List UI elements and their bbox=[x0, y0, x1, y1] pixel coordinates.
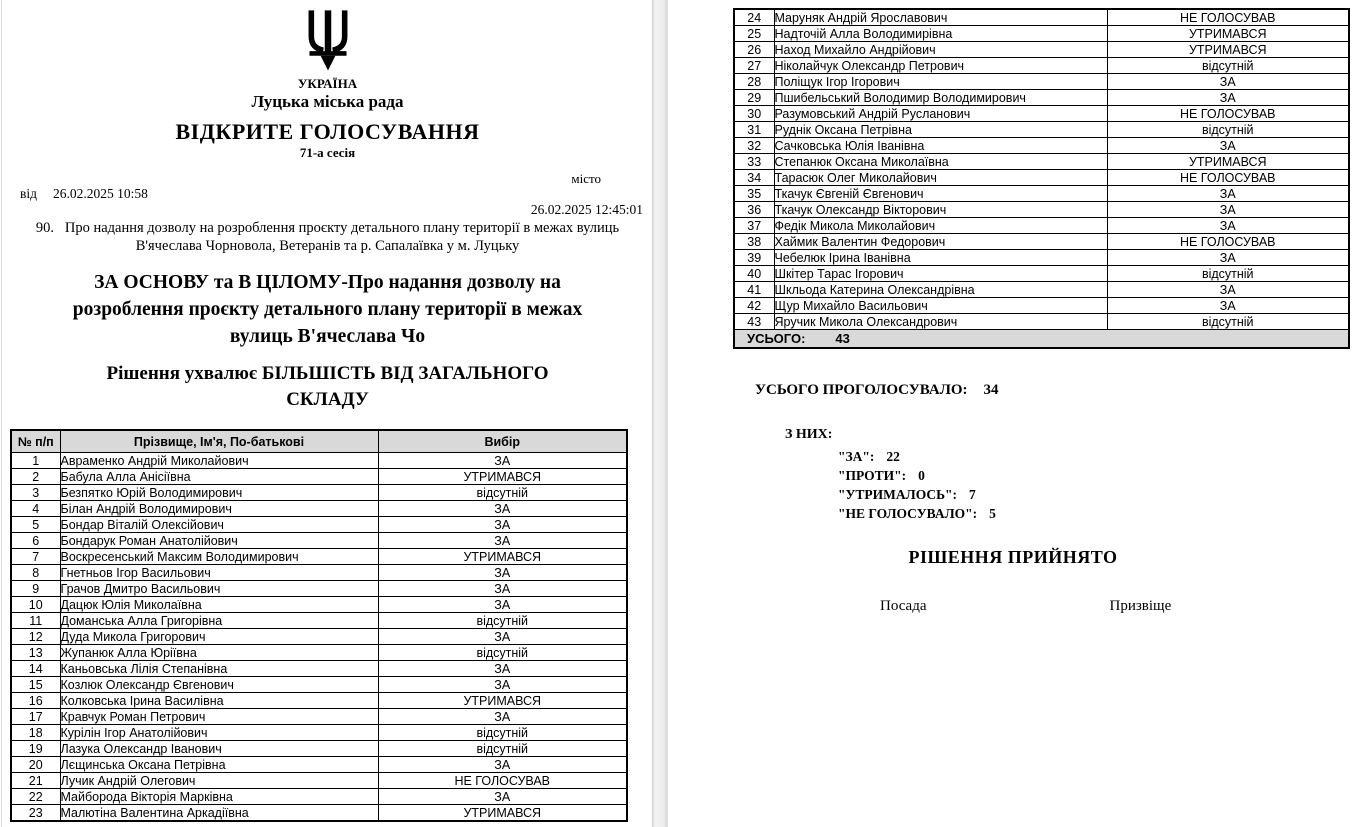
deputy-name-cell: Шкітер Тарас Ігорович bbox=[774, 266, 1107, 282]
table-row bbox=[734, 106, 1349, 122]
table-row bbox=[734, 26, 1349, 42]
vote-cell: УТРИМАВСЯ bbox=[378, 469, 627, 485]
row-number-cell: 24 bbox=[734, 9, 774, 26]
row-number-cell: 9 bbox=[11, 581, 60, 597]
row-number-cell: 39 bbox=[734, 250, 774, 266]
row-number-cell: 15 bbox=[11, 677, 60, 693]
table-row bbox=[734, 218, 1349, 234]
deputy-name-cell: Козлюк Олександр Євгенович bbox=[60, 677, 378, 693]
row-number-cell: 6 bbox=[11, 533, 60, 549]
column-header-vote: Вибір bbox=[378, 430, 627, 453]
row-number-cell: 5 bbox=[11, 517, 60, 533]
vote-cell: ЗА bbox=[1107, 186, 1349, 202]
vote-cell: ЗА bbox=[378, 789, 627, 805]
total-value: 43 bbox=[835, 331, 850, 346]
vote-cell: ЗА bbox=[1107, 218, 1349, 234]
row-number-cell: 2 bbox=[11, 469, 60, 485]
vote-cell: відсутній bbox=[1107, 58, 1349, 74]
row-number-cell: 30 bbox=[734, 106, 774, 122]
vote-cell: відсутній bbox=[378, 613, 627, 629]
row-number-cell: 33 bbox=[734, 154, 774, 170]
motion-title bbox=[2, 269, 653, 350]
deputy-name-cell: Поліщук Ігор Ігорович bbox=[774, 74, 1107, 90]
vote-cell: ЗА bbox=[378, 565, 627, 581]
deputy-name-cell: Лучик Андрій Олегович bbox=[60, 773, 378, 789]
column-header-name: Прізвище, Ім'я, По-батькові bbox=[60, 430, 378, 453]
table-row bbox=[11, 613, 627, 629]
table-row bbox=[11, 501, 627, 517]
vote-cell: ЗА bbox=[1107, 202, 1349, 218]
row-number-cell: 27 bbox=[734, 58, 774, 74]
table-row bbox=[11, 725, 627, 741]
row-number-cell: 37 bbox=[734, 218, 774, 234]
table-row bbox=[11, 661, 627, 677]
deputy-name-cell: Малютіна Валентина Аркадіївна bbox=[60, 805, 378, 822]
vote-cell: ЗА bbox=[1107, 138, 1349, 154]
vote-cell: УТРИМАВСЯ bbox=[378, 693, 627, 709]
row-number-cell: 25 bbox=[734, 26, 774, 42]
vote-cell: ЗА bbox=[1107, 298, 1349, 314]
vote-cell: УТРИМАВСЯ bbox=[1107, 154, 1349, 170]
deputy-name-cell: Разумовський Андрій Русланович bbox=[774, 106, 1107, 122]
vote-cell: ЗА bbox=[1107, 90, 1349, 106]
deputy-name-cell: Тарасюк Олег Миколайович bbox=[774, 170, 1107, 186]
table-row bbox=[11, 485, 627, 501]
document-page-right bbox=[668, 0, 1358, 827]
vote-cell: відсутній bbox=[378, 485, 627, 501]
vote-cell: НЕ ГОЛОСУВАВ bbox=[1107, 170, 1349, 186]
deputy-name-cell: Степанюк Оксана Миколаївна bbox=[774, 154, 1107, 170]
deputy-name-cell: Маруняк Андрій Ярославович bbox=[774, 9, 1107, 26]
table-row bbox=[734, 138, 1349, 154]
row-number-cell: 43 bbox=[734, 314, 774, 330]
deputy-name-cell: Майборода Вікторія Марківна bbox=[60, 789, 378, 805]
row-number-cell: 17 bbox=[11, 709, 60, 725]
deputy-name-cell: Руднік Оксана Петрівна bbox=[774, 122, 1107, 138]
row-number-cell: 12 bbox=[11, 629, 60, 645]
row-number-cell: 23 bbox=[11, 805, 60, 822]
deputy-name-cell: Гнетньов Ігор Васильович bbox=[60, 565, 378, 581]
table-row bbox=[11, 533, 627, 549]
row-number-cell: 4 bbox=[11, 501, 60, 517]
vote-cell: відсутній bbox=[1107, 314, 1349, 330]
breakdown-label: З НИХ: bbox=[785, 427, 833, 442]
deputy-name-cell: Надточій Алла Володимирівна bbox=[774, 26, 1107, 42]
deputy-name-cell: Чебелюк Ірина Іванівна bbox=[774, 250, 1107, 266]
breakdown-proty: "ПРОТИ": 0 bbox=[838, 468, 925, 483]
coat-of-arms-wrap bbox=[2, 8, 653, 74]
vote-cell: ЗА bbox=[378, 517, 627, 533]
table-row bbox=[734, 154, 1349, 170]
decision-rule bbox=[2, 361, 653, 413]
deputy-name-cell: Сачковська Юлія Іванівна bbox=[774, 138, 1107, 154]
total-voted-value: 34 bbox=[983, 382, 999, 398]
vote-start-line bbox=[2, 186, 653, 202]
deputy-name-cell: Білан Андрій Володимирович bbox=[60, 501, 378, 517]
vote-cell: ЗА bbox=[378, 453, 627, 469]
agenda-item bbox=[2, 219, 653, 255]
vote-cell: ЗА bbox=[1107, 250, 1349, 266]
breakdown-za: "ЗА": 22 bbox=[838, 449, 900, 464]
row-number-cell: 10 bbox=[11, 597, 60, 613]
deputy-name-cell: Бондарук Роман Анатолійович bbox=[60, 533, 378, 549]
row-number-cell: 32 bbox=[734, 138, 774, 154]
row-number-cell: 1 bbox=[11, 453, 60, 469]
deputy-name-cell: Дуда Микола Григорович bbox=[60, 629, 378, 645]
row-number-cell: 26 bbox=[734, 42, 774, 58]
table-row bbox=[734, 170, 1349, 186]
table-row bbox=[11, 597, 627, 613]
vote-cell: НЕ ГОЛОСУВАВ bbox=[1107, 106, 1349, 122]
table-row bbox=[734, 314, 1349, 330]
row-number-cell: 29 bbox=[734, 90, 774, 106]
ukraine-trident-icon bbox=[303, 8, 353, 72]
agenda-number: 90. bbox=[35, 220, 54, 236]
deputy-name-cell: Хаймик Валентин Федорович bbox=[774, 234, 1107, 250]
deputy-name-cell: Авраменко Андрій Миколайович bbox=[60, 453, 378, 469]
table-row bbox=[11, 757, 627, 773]
row-number-cell: 36 bbox=[734, 202, 774, 218]
table-row bbox=[734, 122, 1349, 138]
table-row bbox=[734, 282, 1349, 298]
deputy-name-cell: Бабула Алла Анісіївна bbox=[60, 469, 378, 485]
session-label: 71-а сесія bbox=[299, 145, 356, 160]
table-row bbox=[734, 298, 1349, 314]
deputy-name-cell: Дацюк Юлія Миколаївна bbox=[60, 597, 378, 613]
table-row bbox=[11, 677, 627, 693]
motion-line-1: ЗА ОСНОВУ та В ЦІЛОМУ-Про надання дозволу на bbox=[94, 272, 561, 293]
vote-cell: ЗА bbox=[378, 661, 627, 677]
deputy-name-cell: Ткачук Євгеній Євгенович bbox=[774, 186, 1107, 202]
deputy-name-cell: Пшибельський Володимир Володимирович bbox=[774, 90, 1107, 106]
deputy-name-cell: Доманська Алла Григорівна bbox=[60, 613, 378, 629]
column-header-number: № п/п bbox=[11, 430, 60, 453]
row-number-cell: 3 bbox=[11, 485, 60, 501]
vote-cell: відсутній bbox=[378, 645, 627, 661]
row-number-cell: 38 bbox=[734, 234, 774, 250]
table-header-row bbox=[11, 430, 627, 453]
vote-cell: ЗА bbox=[1107, 282, 1349, 298]
row-number-cell: 40 bbox=[734, 266, 774, 282]
council-title: Луцька міська рада bbox=[251, 92, 404, 111]
deputy-name-cell: Ніколайчук Олександр Петрович bbox=[774, 58, 1107, 74]
table-row bbox=[11, 741, 627, 757]
motion-line-2: розроблення проєкту детального плану території в межах bbox=[72, 299, 583, 320]
table-row bbox=[734, 42, 1349, 58]
vote-cell: ЗА bbox=[378, 533, 627, 549]
deputy-name-cell: Лазука Олександр Іванович bbox=[60, 741, 378, 757]
table-row bbox=[11, 517, 627, 533]
vote-cell: відсутній bbox=[1107, 266, 1349, 282]
row-number-cell: 34 bbox=[734, 170, 774, 186]
table-row bbox=[734, 90, 1349, 106]
row-number-cell: 13 bbox=[11, 645, 60, 661]
vote-cell: УТРИМАВСЯ bbox=[378, 549, 627, 565]
table-row bbox=[734, 266, 1349, 282]
breakdown-utrymalos: "УТРИМАЛОСЬ": 7 bbox=[838, 487, 976, 502]
vote-cell: ЗА bbox=[378, 597, 627, 613]
deputy-name-cell: Лєщинська Оксана Петрівна bbox=[60, 757, 378, 773]
vote-cell: УТРИМАВСЯ bbox=[1107, 42, 1349, 58]
deputy-name-cell: Курілін Ігор Анатолійович bbox=[60, 725, 378, 741]
vote-breakdown bbox=[838, 447, 1358, 523]
vote-cell: ЗА bbox=[378, 501, 627, 517]
table-row bbox=[734, 58, 1349, 74]
surname-label: Призвіще bbox=[1109, 598, 1172, 614]
table-row bbox=[11, 773, 627, 789]
table-row bbox=[11, 549, 627, 565]
vote-cell: НЕ ГОЛОСУВАВ bbox=[378, 773, 627, 789]
vote-cell: ЗА bbox=[378, 677, 627, 693]
row-number-cell: 28 bbox=[734, 74, 774, 90]
page-separator bbox=[652, 0, 668, 827]
table-row bbox=[734, 202, 1349, 218]
deputy-name-cell: Безпятко Юрій Володимирович bbox=[60, 485, 378, 501]
row-number-cell: 41 bbox=[734, 282, 774, 298]
vote-cell: ЗА bbox=[1107, 74, 1349, 90]
table-row bbox=[734, 250, 1349, 266]
vote-cell: УТРИМАВСЯ bbox=[1107, 26, 1349, 42]
table-row bbox=[11, 581, 627, 597]
vote-cell: НЕ ГОЛОСУВАВ bbox=[1107, 234, 1349, 250]
vote-cell: відсутній bbox=[378, 725, 627, 741]
vote-end-datetime: 26.02.2025 12:45:01 bbox=[530, 202, 643, 217]
document-page-left bbox=[1, 0, 653, 827]
table-row bbox=[734, 234, 1349, 250]
deputy-name-cell: Шкльода Катерина Олександрівна bbox=[774, 282, 1107, 298]
vote-cell: НЕ ГОЛОСУВАВ bbox=[1107, 9, 1349, 26]
vote-cell: ЗА bbox=[378, 581, 627, 597]
row-number-cell: 7 bbox=[11, 549, 60, 565]
deputy-name-cell: Федік Микола Миколайович bbox=[774, 218, 1107, 234]
row-number-cell: 31 bbox=[734, 122, 774, 138]
roll-call-table-right bbox=[733, 8, 1350, 349]
agenda-line-1: 90. Про надання дозволу на розроблення проєкту детального плану території в межах вулиць bbox=[35, 220, 620, 236]
row-number-cell: 14 bbox=[11, 661, 60, 677]
signature-line bbox=[668, 598, 1358, 615]
total-voted-line bbox=[755, 382, 1358, 399]
table-row bbox=[11, 645, 627, 661]
vote-cell: УТРИМАВСЯ bbox=[378, 805, 627, 822]
deputy-name-cell: Кравчук Роман Петрович bbox=[60, 709, 378, 725]
deputy-name-cell: Бондар Віталій Олексійович bbox=[60, 517, 378, 533]
position-label: Посада bbox=[880, 598, 927, 614]
row-number-cell: 22 bbox=[11, 789, 60, 805]
vote-type-title: ВІДКРИТЕ ГОЛОСУВАННЯ bbox=[175, 119, 480, 144]
decision-result: РІШЕННЯ ПРИЙНЯТО bbox=[908, 547, 1118, 567]
row-number-cell: 18 bbox=[11, 725, 60, 741]
rule-line-1: Рішення ухвалює БІЛЬШІСТЬ ВІД ЗАГАЛЬНОГО bbox=[106, 363, 549, 384]
agenda-line-2: В'ячеслава Чорновола, Ветеранів та р. Сапалаївка у м. Луцьку bbox=[135, 238, 520, 254]
table-total-row bbox=[734, 330, 1349, 349]
table-row bbox=[11, 693, 627, 709]
vote-cell: ЗА bbox=[378, 629, 627, 645]
table-row bbox=[11, 469, 627, 485]
table-row bbox=[11, 629, 627, 645]
row-number-cell: 35 bbox=[734, 186, 774, 202]
deputy-name-cell: Колковська Ірина Василівна bbox=[60, 693, 378, 709]
deputy-name-cell: Наход Михайло Андрійович bbox=[774, 42, 1107, 58]
row-number-cell: 19 bbox=[11, 741, 60, 757]
row-number-cell: 21 bbox=[11, 773, 60, 789]
total-label: УСЬОГО: bbox=[747, 331, 806, 346]
from-label: від bbox=[20, 186, 37, 201]
table-row bbox=[734, 9, 1349, 26]
total-voted-label: УСЬОГО ПРОГОЛОСУВАЛО: bbox=[755, 382, 968, 398]
row-number-cell: 11 bbox=[11, 613, 60, 629]
table-row bbox=[734, 186, 1349, 202]
table-row bbox=[11, 453, 627, 469]
breakdown-ne-holosuvalo: "НЕ ГОЛОСУВАЛО": 5 bbox=[838, 506, 996, 521]
row-number-cell: 42 bbox=[734, 298, 774, 314]
vote-cell: ЗА bbox=[378, 757, 627, 773]
country-title: УКРАЇНА bbox=[297, 76, 358, 91]
table-row bbox=[11, 709, 627, 725]
roll-call-table-left bbox=[10, 429, 628, 822]
rule-line-2: СКЛАДУ bbox=[286, 389, 369, 410]
deputy-name-cell: Каньовська Лілія Степанівна bbox=[60, 661, 378, 677]
row-number-cell: 16 bbox=[11, 693, 60, 709]
table-row bbox=[11, 565, 627, 581]
deputy-name-cell: Воскресенський Максим Володимирович bbox=[60, 549, 378, 565]
city-label: місто bbox=[571, 171, 601, 186]
deputy-name-cell: Жупанюк Алла Юріївна bbox=[60, 645, 378, 661]
table-row bbox=[11, 805, 627, 822]
deputy-name-cell: Ткачук Олександр Вікторович bbox=[774, 202, 1107, 218]
motion-line-3: вулиць В'ячеслава Чо bbox=[229, 326, 426, 347]
vote-cell: відсутній bbox=[378, 741, 627, 757]
deputy-name-cell: Щур Михайло Васильович bbox=[774, 298, 1107, 314]
deputy-name-cell: Яручик Микола Олександрович bbox=[774, 314, 1107, 330]
row-number-cell: 20 bbox=[11, 757, 60, 773]
vote-cell: відсутній bbox=[1107, 122, 1349, 138]
deputy-name-cell: Грачов Дмитро Васильович bbox=[60, 581, 378, 597]
table-row bbox=[734, 74, 1349, 90]
row-number-cell: 8 bbox=[11, 565, 60, 581]
table-row bbox=[11, 789, 627, 805]
vote-cell: ЗА bbox=[378, 709, 627, 725]
vote-start-datetime: 26.02.2025 10:58 bbox=[53, 186, 148, 201]
